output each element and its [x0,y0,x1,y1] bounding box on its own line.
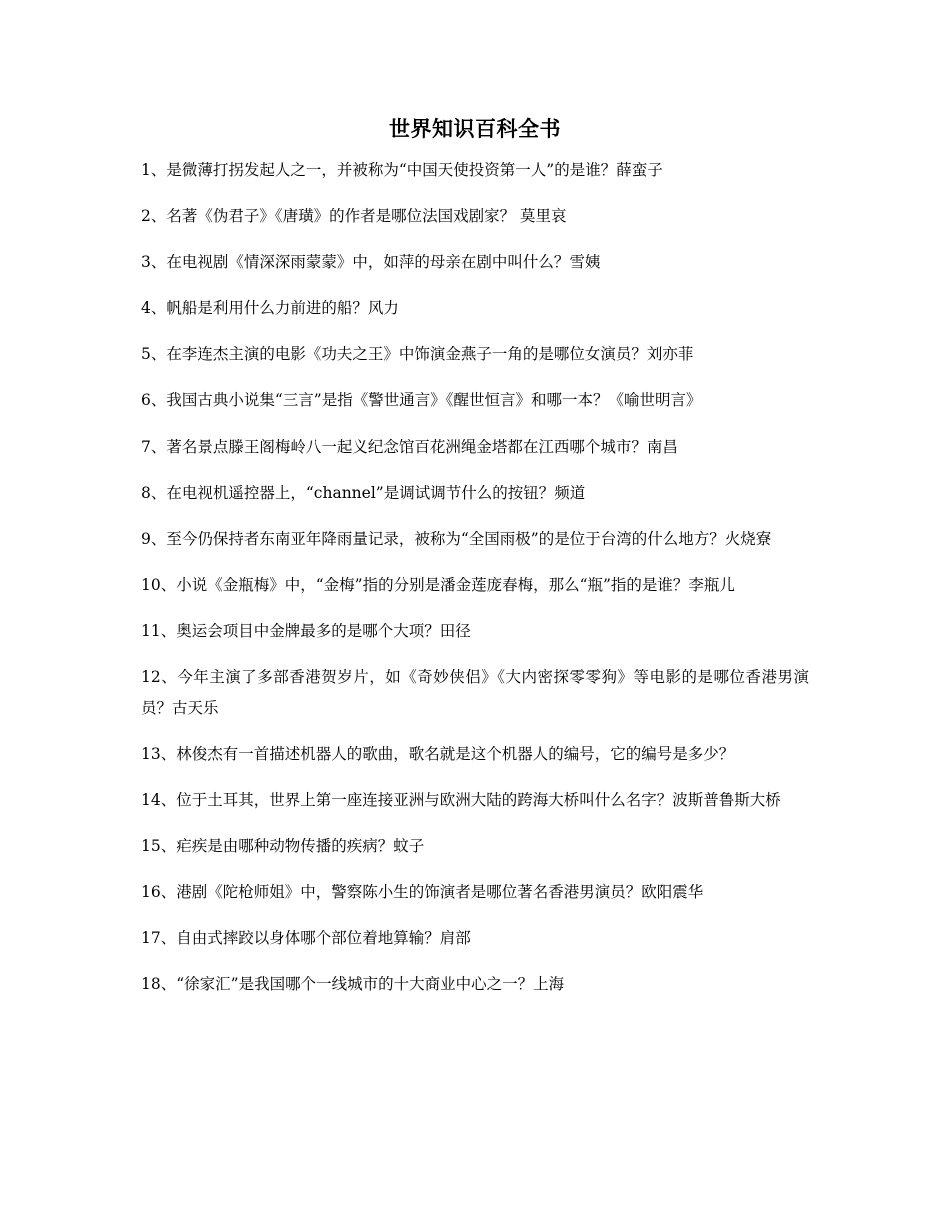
question-item: 3、在电视剧《情深深雨蒙蒙》中，如萍的母亲在剧中叫什么？雪姨 [141,253,601,272]
question-item: 14、位于土耳其，世界上第一座连接亚洲与欧洲大陆的跨海大桥叫什么名字？波斯普鲁斯大桥 [141,790,781,809]
question-list [141,155,809,1015]
question-item: 15、疟疾是由哪种动物传播的疾病？蚊子 [141,836,425,855]
question-item: 7、著名景点滕王阁梅岭八一起义纪念馆百花洲绳金塔都在江西哪个城市？南昌 [141,437,678,456]
question-item: 2、名著《伪君子》《唐璜》的作者是哪位法国戏剧家？ 莫里哀 [141,207,567,226]
question-item: 4、帆船是利用什么力前进的船？风力 [141,299,399,318]
question-item: 8、在电视机遥控器上，“channel”是调试调节什么的按钮？频道 [141,483,586,502]
question-item: 1、是微薄打拐发起人之一，并被称为“中国天使投资第一人”的是谁？薛蛮子 [141,161,663,179]
question-item: 13、林俊杰有一首描述机器人的歌曲，歌名就是这个机器人的编号，它的编号是多少？ [141,744,735,763]
question-item: 10、小说《金瓶梅》中，“金梅”指的分别是潘金莲庞春梅，那么“瓶”指的是谁？李瓶儿 [141,575,735,594]
question-item: 6、我国古典小说集“三言”是指《警世通言》《醒世恒言》和哪一本？《喻世明言》 [141,391,702,410]
question-item: 11、奥运会项目中金牌最多的是哪个大项？田径 [141,621,471,640]
question-item: 12、今年主演了多部香港贺岁片，如《奇妙侠侣》《大内密探零零狗》等电影的是哪位香港男演员？古天乐 [141,668,809,717]
document-title: 世界知识百科全书 [389,116,561,141]
question-item: 5、在李连杰主演的电影《功夫之王》中饰演金燕子一角的是哪位女演员？刘亦菲 [141,345,694,364]
question-item: 16、港剧《陀枪师姐》中，警察陈小生的饰演者是哪位著名香港男演员？欧阳震华 [141,883,704,901]
question-item: 18、“徐家汇”是我国哪个一线城市的十大商业中心之一？上海 [141,975,565,994]
question-item: 9、至今仍保持者东南亚年降雨量记录，被称为“全国雨极”的是位于台湾的什么地方？火烧寮 [141,529,772,548]
question-item: 17、自由式摔跤以身体哪个部位着地算输？肩部 [141,929,471,948]
